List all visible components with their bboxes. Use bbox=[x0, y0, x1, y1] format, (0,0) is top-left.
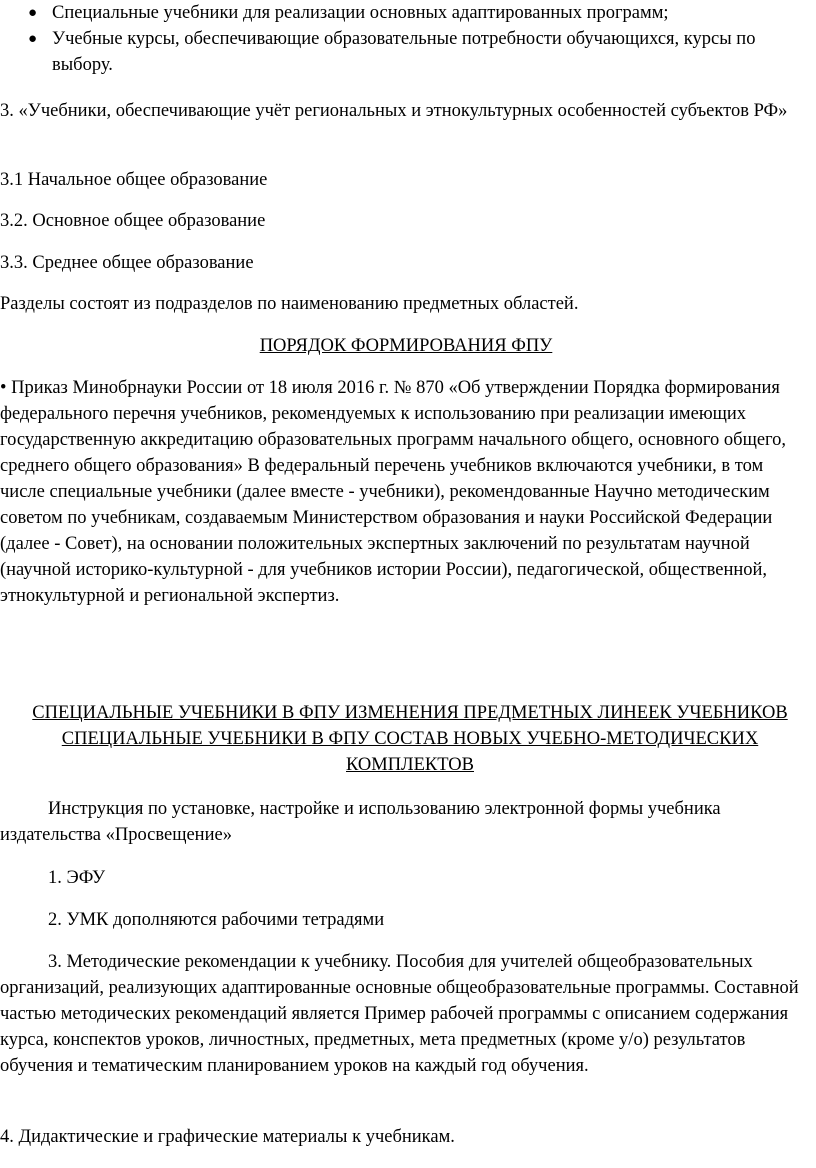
list-item-2: 2. УМК дополняются рабочими тетрадями bbox=[48, 910, 385, 930]
section3-item-2: 3.2. Основное общее образование bbox=[0, 211, 266, 231]
sections-note: Разделы состоят из подразделов по наименованию предметных областей. bbox=[0, 294, 579, 314]
instruction-paragraph: Инструкция по установке, настройке и использованию электронной формы учебника издательства «Просвещение» bbox=[0, 799, 721, 845]
section3-item-1: 3.1 Начальное общее образование bbox=[0, 170, 268, 190]
bullet-text: Учебные курсы, обеспечивающие образовательные потребности обучающихся, курсы по выбору. bbox=[52, 29, 756, 75]
bullet-icon: ● bbox=[28, 5, 38, 21]
bullet-item bbox=[0, 0, 812, 26]
list-item-1: 1. ЭФУ bbox=[48, 868, 106, 888]
section3-item-3: 3.3. Среднее общее образование bbox=[0, 253, 254, 273]
list-item-4: 4. Дидактические и графические материалы к учебникам. bbox=[0, 1127, 455, 1147]
bullet-text: Специальные учебники для реализации основных адаптированных программ; bbox=[52, 3, 669, 23]
section3-title: 3. «Учебники, обеспечивающие учёт региональных и этнокультурных особенностей субъектов РФ» bbox=[0, 101, 788, 121]
bullet-item bbox=[0, 26, 812, 78]
bullet-icon: ● bbox=[28, 31, 38, 47]
list-item-3: 3. Методические рекомендации к учебнику. Пособия для учителей общеобразовательных организаций, реализующих адаптированные основные общеобразовательные программы. Составной частью методических рекомендаций является Пример рабочей программы с описанием содержания курса, конспектов уроков, личностных, предметных, мета предметных (кроме у/о) результатов обучения и тематическим планированием уроков на каждый год обучения. bbox=[0, 952, 799, 1076]
bullet-list bbox=[0, 0, 812, 78]
order-paragraph: • Приказ Минобрнауки России от 18 июля 2016 г. № 870 «Об утверждении Порядка формирования федерального перечня учебников, рекомендуемых к использованию при реализации имеющих государственную аккредитацию образовательных программ начального общего, основного общего, среднего общего образования» В федеральный перечень учебников включаются учебники, в том числе специальные учебники (далее вместе - учебники), рекомендованные Научно методическим советом по учебникам, создаваемым Министерством образования и науки Российской Федерации (далее - Совет), на основании положительных экспертных заключений по результатам научной (научной историко-культурной - для учебников истории России), педагогической, общественной, этнокультурной и региональной экспертиз. bbox=[0, 378, 787, 606]
heading-special-textbooks: СПЕЦИАЛЬНЫЕ УЧЕБНИКИ В ФПУ ИЗМЕНЕНИЯ ПРЕДМЕТНЫХ ЛИНЕЕК УЧЕБНИКОВ СПЕЦИАЛЬНЫЕ УЧЕБНИКИ В ФПУ СОСТАВ НОВЫХ УЧЕБНО-МЕТОДИЧЕСКИХ КОМПЛЕКТОВ bbox=[32, 703, 788, 775]
heading-order: ПОРЯДОК ФОРМИРОВАНИЯ ФПУ bbox=[259, 336, 553, 356]
